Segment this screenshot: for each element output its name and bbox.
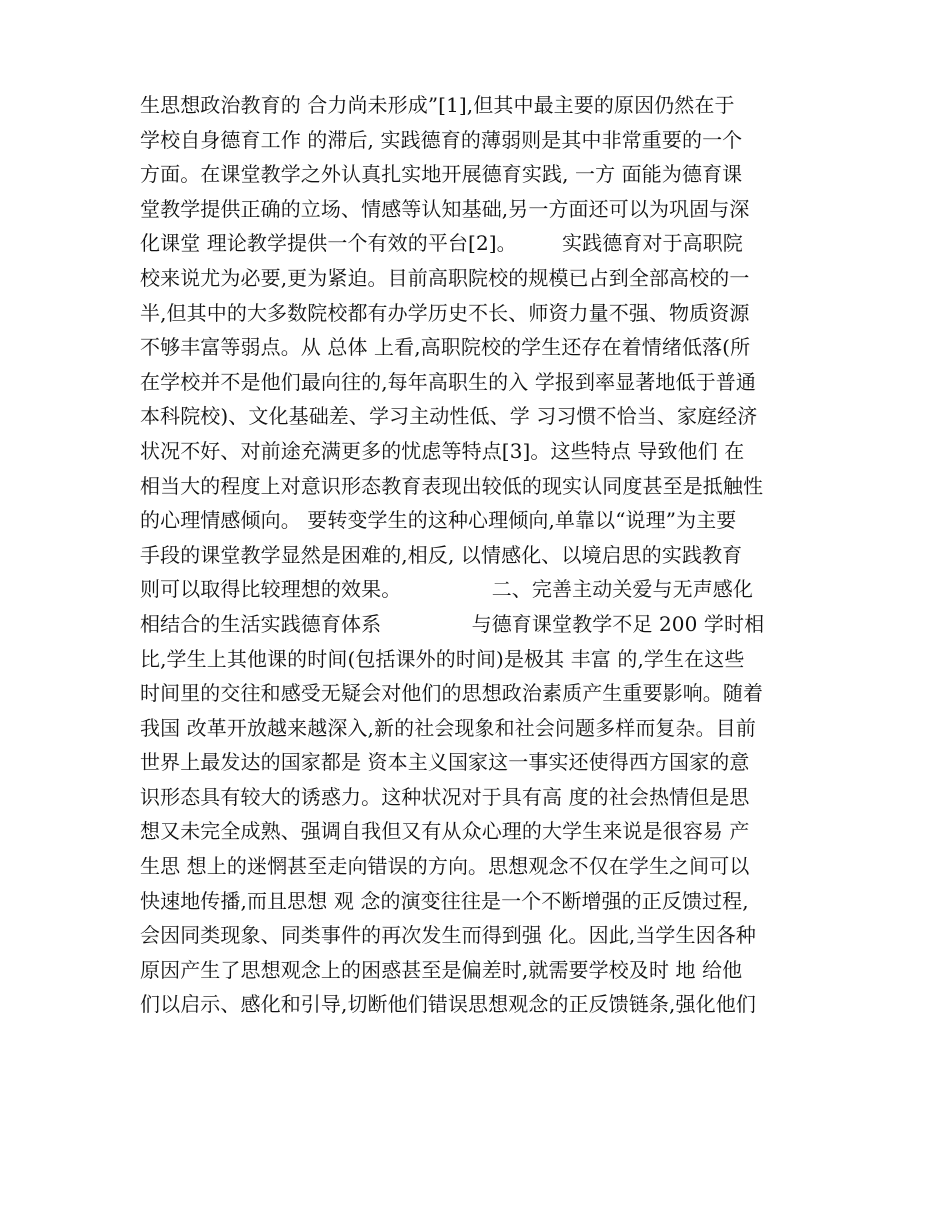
text-line: 生思 想上的迷惘甚至走向错误的方向。思想观念不仅在学生之间可以 bbox=[140, 854, 750, 879]
text-line: 快速地传播,而且思想 观 念的演变往往是一个不断增强的正反馈过程, bbox=[140, 888, 749, 913]
text-line: 原因产生了思想观念上的困惑甚至是偏差时,就需要学校及时 地 给他 bbox=[140, 957, 743, 982]
text-line: 相当大的程度上对意识形态教育表现出较低的现实认同度甚至是抵触性 bbox=[140, 473, 764, 498]
text-line: 半,但其中的大多数院校都有办学历史不长、师资力量不强、物质资源 bbox=[140, 300, 750, 325]
text-line: 们以启示、感化和引导,切断他们错误思想观念的正反馈链条,强化他们 bbox=[140, 992, 756, 1017]
text-line: 校来说尤为必要,更为紧迫。目前高职院校的规模已占到全部高校的一 bbox=[140, 265, 750, 290]
text-line: 方面。在课堂教学之外认真扎实地开展德育实践, 一方 面能为德育课 bbox=[140, 162, 743, 187]
text-line: 堂教学提供正确的立场、情感等认知基础,另一方面还可以为巩固与深 bbox=[140, 196, 750, 221]
text-line: 时间里的交往和感受无疑会对他们的思想政治素质产生重要影响。随着 bbox=[140, 681, 764, 706]
text-line: 相结合的生活实践德育体系 与德育课堂教学不足 200 学时相 bbox=[140, 611, 765, 636]
text-line: 生思想政治教育的 合力尚未形成”[1],但其中最主要的原因仍然在于 bbox=[140, 93, 735, 117]
text-line: 手段的课堂教学显然是困难的,相反, 以情感化、以境启思的实践教育 bbox=[140, 542, 743, 567]
text-line: 想又未完全成熟、强调自我但又有从众心理的大学生来说是很容易 产 bbox=[140, 819, 750, 844]
text-line: 的心理情感倾向。 要转变学生的这种心理倾向,单靠以“说理”为主要 bbox=[140, 508, 737, 533]
body-text bbox=[140, 88, 820, 1022]
text-line: 状况不好、对前途充满更多的忧虑等特点[3]。这些特点 导致他们 在 bbox=[140, 438, 745, 463]
text-line: 化课堂 理论教学提供一个有效的平台[2]。 实践德育对于高职院 bbox=[140, 231, 743, 256]
text-line: 会因同类现象、同类事件的再次发生而得到强 化。因此,当学生因各种 bbox=[140, 923, 756, 948]
text-line: 世界上最发达的国家都是 资本主义国家这一事实还使得西方国家的意 bbox=[140, 750, 750, 775]
text-line: 不够丰富等弱点。从 总体 上看,高职院校的学生还存在着情绪低落(所 bbox=[140, 335, 751, 360]
text-line: 在学校并不是他们最向往的,每年高职生的入 学报到率显著地低于普通 bbox=[140, 369, 756, 394]
text-line: 识形态具有较大的诱惑力。这种状况对于具有高 度的社会热情但是思 bbox=[140, 784, 750, 809]
text-line: 比,学生上其他课的时间(包括课外的时间)是极其 丰富 的,学生在这些 bbox=[140, 646, 745, 671]
text-line: 学校自身德育工作 的滞后, 实践德育的薄弱则是其中非常重要的一个 bbox=[140, 127, 743, 152]
text-line: 本科院校)、文化基础差、学习主动性低、学 习习惯不恰当、家庭经济 bbox=[140, 404, 758, 429]
text-line: 则可以取得比较理想的效果。 二、完善主动关爱与无声感化 bbox=[140, 577, 754, 602]
text-line: 我国 改革开放越来越深入,新的社会现象和社会问题多样而复杂。目前 bbox=[140, 715, 756, 740]
